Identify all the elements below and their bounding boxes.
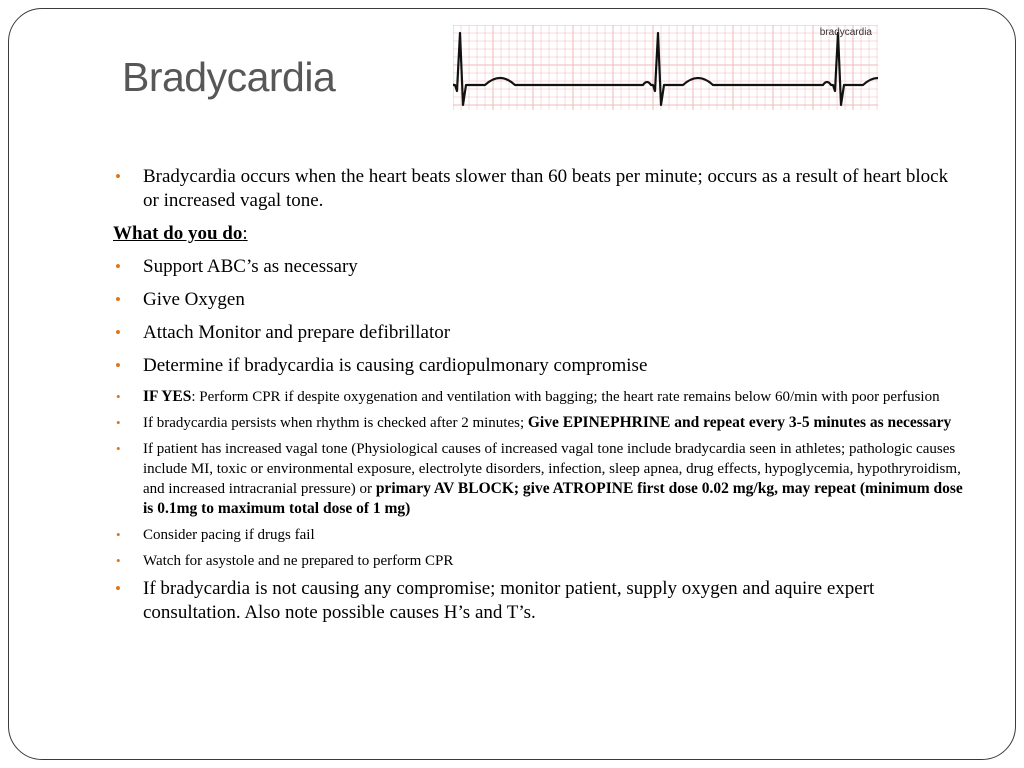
ecg-label: bradycardia <box>819 27 872 38</box>
bullet-icon: • <box>116 553 121 568</box>
substeps-list <box>113 387 963 571</box>
bullet-icon: • <box>115 579 121 598</box>
list-item <box>113 354 963 378</box>
list-item <box>113 577 963 625</box>
list-item <box>113 387 963 407</box>
substep-text: Consider pacing if drugs fail <box>143 527 315 543</box>
substep-text: Watch for asystole and ne prepared to perform CPR <box>143 553 454 569</box>
list-item <box>113 255 963 279</box>
ecg-strip-image <box>453 25 878 110</box>
slide-content <box>113 165 963 634</box>
bullet-icon: • <box>116 527 121 542</box>
bullet-icon: • <box>115 356 121 375</box>
list-item <box>113 288 963 312</box>
final-list <box>113 577 963 625</box>
substep-bold-tail: Give EPINEPHRINE and repeat every 3-5 minutes as necessary <box>527 414 952 431</box>
intro-list <box>113 165 963 213</box>
step-text: Attach Monitor and prepare defibrillator <box>143 322 451 343</box>
list-item <box>113 321 963 345</box>
what-do-heading-colon: : <box>242 223 248 244</box>
bullet-icon: • <box>116 389 121 404</box>
slide-title: Bradycardia <box>122 54 336 100</box>
substep-text: If bradycardia persists when rhythm is checked after 2 minutes; <box>143 415 528 431</box>
steps-list <box>113 255 963 378</box>
bullet-icon: • <box>115 167 121 186</box>
ecg-strip-graphic <box>453 25 878 110</box>
what-do-heading-text: What do you do <box>113 223 243 244</box>
step-text: Support ABC’s as necessary <box>143 256 358 277</box>
step-text: Give Oxygen <box>143 289 245 310</box>
list-item <box>113 525 963 545</box>
what-do-heading <box>113 222 963 246</box>
final-bullet-text: If bradycardia is not causing any compromise; monitor patient, supply oxygen and aquire expert consultation. Also note possible causes H’s and T’s. <box>143 578 875 623</box>
step-text: Determine if bradycardia is causing cardiopulmonary compromise <box>143 355 648 376</box>
list-item <box>113 439 963 519</box>
bullet-icon: • <box>115 323 121 342</box>
list-item <box>113 413 963 433</box>
list-item <box>113 165 963 213</box>
bullet-icon: • <box>115 257 121 276</box>
substep-text: If patient has increased vagal tone (Physiological causes of increased vagal tone include bradycardia seen in athletes; pathologic causes include MI, toxic or environmental exposure, electrolyte disorders, infection, sleep apnea, drug effects, hypoglycemia, hypothryroidism, and increased intracranial pressure) or <box>143 441 961 497</box>
bullet-icon: • <box>115 290 121 309</box>
substep-bold-tail: primary AV BLOCK; give ATROPINE first dose 0.02 mg/kg, may repeat (minimum dose is 0.1mg to maximum total dose of 1 mg) <box>143 480 963 517</box>
bullet-icon: • <box>116 415 121 430</box>
bullet-icon: • <box>116 441 121 456</box>
substep-text: : Perform CPR if despite oxygenation and ventilation with bagging; the heart rate remains below 60/min with poor perfusion <box>191 389 940 405</box>
list-item <box>113 551 963 571</box>
substep-bold-lead: IF YES <box>143 388 192 405</box>
bullet-text: Bradycardia occurs when the heart beats slower than 60 beats per minute; occurs as a result of heart block or increased vagal tone. <box>143 166 949 211</box>
